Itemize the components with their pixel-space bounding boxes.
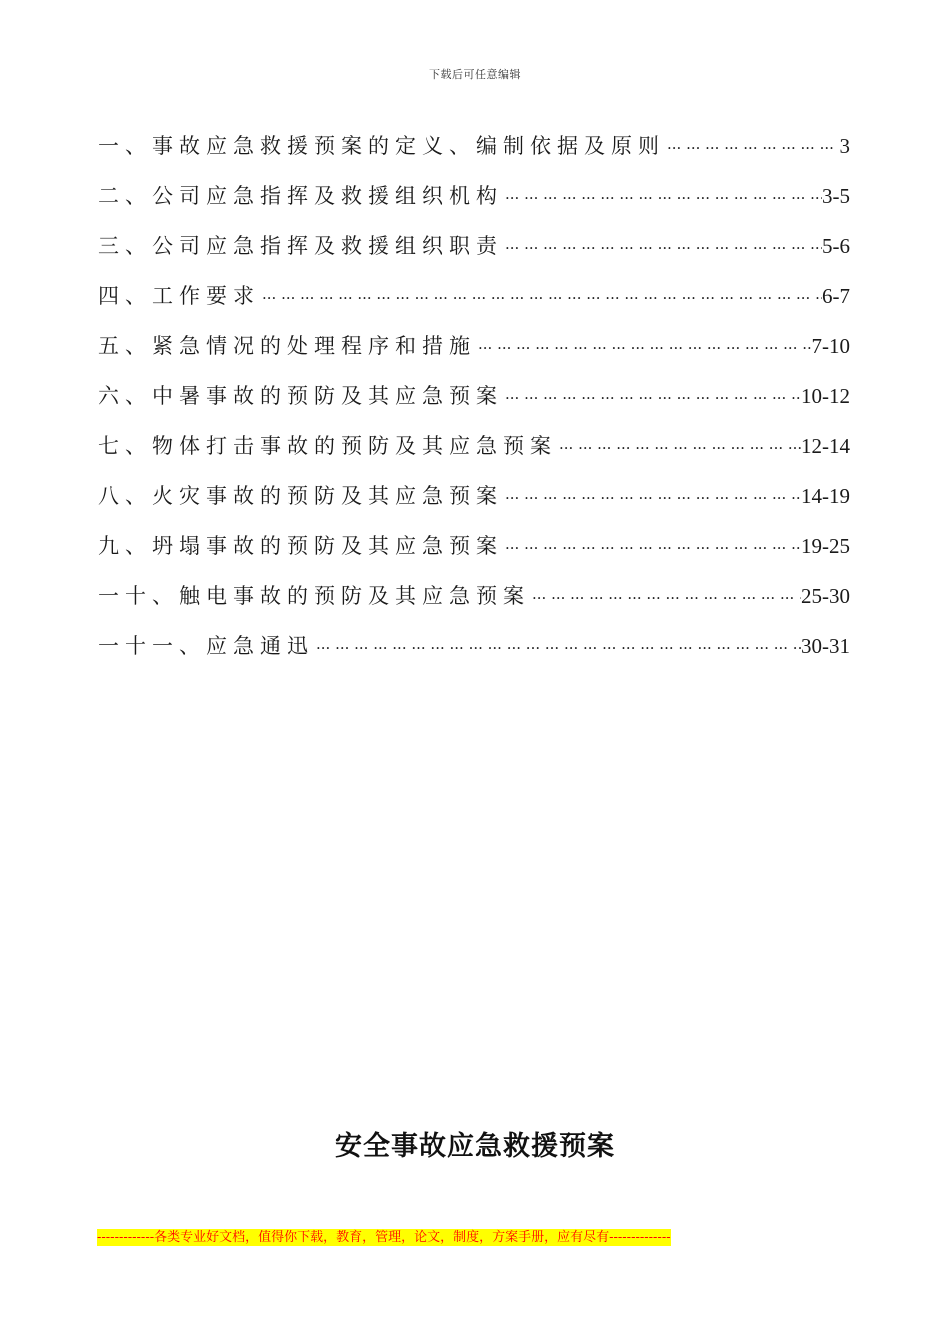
toc-entry-5 <box>98 330 850 380</box>
toc-entry-10 <box>98 580 850 630</box>
toc-entry-1 <box>98 130 850 180</box>
toc-entry-page: 5-6 <box>822 234 850 258</box>
toc-entry-9 <box>98 530 850 580</box>
toc-entry-page: 7-10 <box>811 334 850 358</box>
toc-entry-title: 八、火灾事故的预防及其应急预案 <box>98 484 503 508</box>
toc-entry-title: 四、工作要求 <box>98 284 260 308</box>
toc-entry-title: 一十一、应急通迅 <box>98 634 314 658</box>
document-title: 安全事故应急救援预案 <box>335 1131 615 1162</box>
toc-leader-dots <box>530 589 801 607</box>
toc-entry-page: 3 <box>839 134 850 158</box>
toc-leader-dots <box>503 489 801 507</box>
toc-leader-dots <box>314 639 801 657</box>
toc-entry-title: 一、事故应急救援预案的定义、编制依据及原则 <box>98 134 665 158</box>
toc-entry-7 <box>98 430 850 480</box>
toc-entry-page: 19-25 <box>801 534 850 558</box>
toc-entry-title: 三、公司应急指挥及救援组织职责 <box>98 234 503 258</box>
table-of-contents <box>98 130 850 680</box>
toc-leader-dots <box>503 539 801 557</box>
toc-leader-dots <box>503 189 822 207</box>
toc-entry-title: 七、物体打击事故的预防及其应急预案 <box>98 434 557 458</box>
toc-entry-4 <box>98 280 850 330</box>
toc-entry-page: 14-19 <box>801 484 850 508</box>
toc-leader-dots <box>665 139 840 157</box>
toc-leader-dots <box>260 289 822 307</box>
toc-entry-title: 二、公司应急指挥及救援组织机构 <box>98 184 503 208</box>
toc-entry-title: 一十、触电事故的预防及其应急预案 <box>98 584 530 608</box>
toc-entry-3 <box>98 230 850 280</box>
toc-leader-dots <box>503 389 801 407</box>
toc-leader-dots <box>557 439 801 457</box>
toc-entry-title: 五、紧急情况的处理程序和措施 <box>98 334 476 358</box>
toc-entry-page: 30-31 <box>801 634 850 658</box>
toc-entry-11 <box>98 630 850 680</box>
toc-entry-page: 3-5 <box>822 184 850 208</box>
toc-entry-page: 25-30 <box>801 584 850 608</box>
toc-entry-8 <box>98 480 850 530</box>
footer-banner: -------------各类专业好文档，值得你下载，教育，管理，论文，制度，方案手册，应有尽有-------------- <box>97 1230 671 1245</box>
toc-entry-2 <box>98 180 850 230</box>
toc-entry-title: 九、坍塌事故的预防及其应急预案 <box>98 534 503 558</box>
toc-leader-dots <box>476 339 812 357</box>
toc-entry-page: 6-7 <box>822 284 850 308</box>
toc-entry-page: 10-12 <box>801 384 850 408</box>
toc-entry-page: 12-14 <box>801 434 850 458</box>
toc-entry-title: 六、中暑事故的预防及其应急预案 <box>98 384 503 408</box>
page-header: 下载后可任意编辑 <box>429 68 521 81</box>
toc-entry-6 <box>98 380 850 430</box>
toc-leader-dots <box>503 239 822 257</box>
